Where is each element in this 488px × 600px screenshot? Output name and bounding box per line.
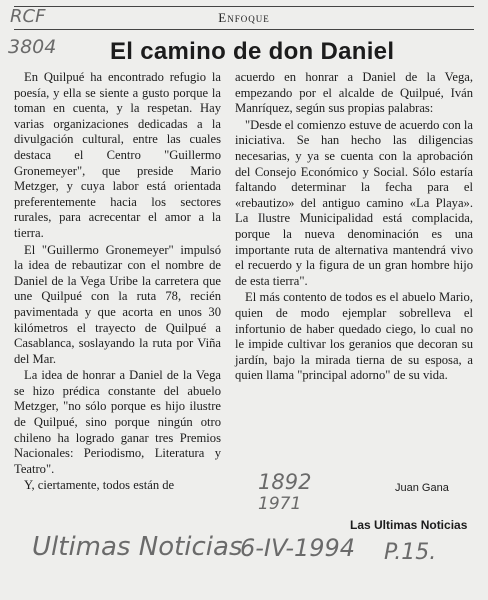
article-column-1 [14,70,221,495]
handwritten-note-margin-2: 1971 [258,494,302,514]
article-column-2 [235,70,473,385]
publication-name: Las Ultimas Noticias [350,518,468,532]
paragraph: Y, ciertamente, todos están de [24,478,175,493]
byline: Juan Gana [395,482,449,494]
handwritten-note-margin-1: 1892 [258,470,312,494]
section-label: Enfoque [218,10,270,25]
handwritten-note-number: 3804 [8,36,57,58]
handwritten-note-rcf: RCF [10,6,46,27]
paragraph: El "Guillermo Gronemeyer" impulsó la idea de rebautizar con el nombre de Daniel de la Vega Uribe la carretera que une Quilpué con la ruta 78, recién pavimentada y que acorta en unos 30 kilómetros el trayecto de Quilpué a Casablanca, soslayando la ruta por Viña del Mar. [14,242,221,366]
paragraph: En Quilpué ha encontrado refugio la poesía, y ella se siente a gusto porque la toman en cuenta, y la respetan. Hay varias organizaciones dedicadas a la divulgación cultural, entre las cuales destaca el Centro "Guillermo Gronemeyer", que preside Mario Metzger, y cuya labor está orientada preferentemente hacia los sectores rurales, para acrecentar el amor a la tierra. [14,70,221,240]
paragraph: La idea de honrar a Daniel de la Vega se hizo prédica constante del abuelo Metzger, "no sólo porque es hijo ilustre de Quilpué, sino porque ningún otro chileno ha logrado ganar tres Premios Nacionales: Periodismo, Literatura y Teatro". [14,368,221,476]
paragraph: acuerdo en honrar a Daniel de la Vega, empezando por el alcalde de Quilpué, Iván Manríquez, según sus propias palabras: [235,70,473,116]
handwritten-date: 6-IV-1994 [240,534,356,562]
handwritten-source: Ultimas Noticias [32,532,243,562]
section-header [14,6,474,30]
paragraph: El más contento de todos es el abuelo Mario, quien de modo ejemplar sobrelleva el infortunio de haber quedado ciego, lo cual no le impide cultivar los geranios que decoran su jardín, bajo la mirada tierna de su esposa, a quien llama "principal adorno" de su vida. [235,290,473,383]
handwritten-page: P.15. [384,540,437,565]
paragraph: "Desde el comienzo estuve de acuerdo con la iniciativa. Se han hecho las diligencias necesarias, y ya se cuenta con la aprobación del Consejo Económico y Social. Sólo estaría faltando determinar la fecha para el «rebautizo» del antiguo camino «La Playa». La Ilustre Municipalidad está complacida, porque la nueva denominación es una importante ruta de alternativa mantendrá vivo el recuerdo y la figura de un gran hombre hijo de esta tierra". [235,117,473,288]
article-title: El camino de don Daniel [110,38,395,65]
